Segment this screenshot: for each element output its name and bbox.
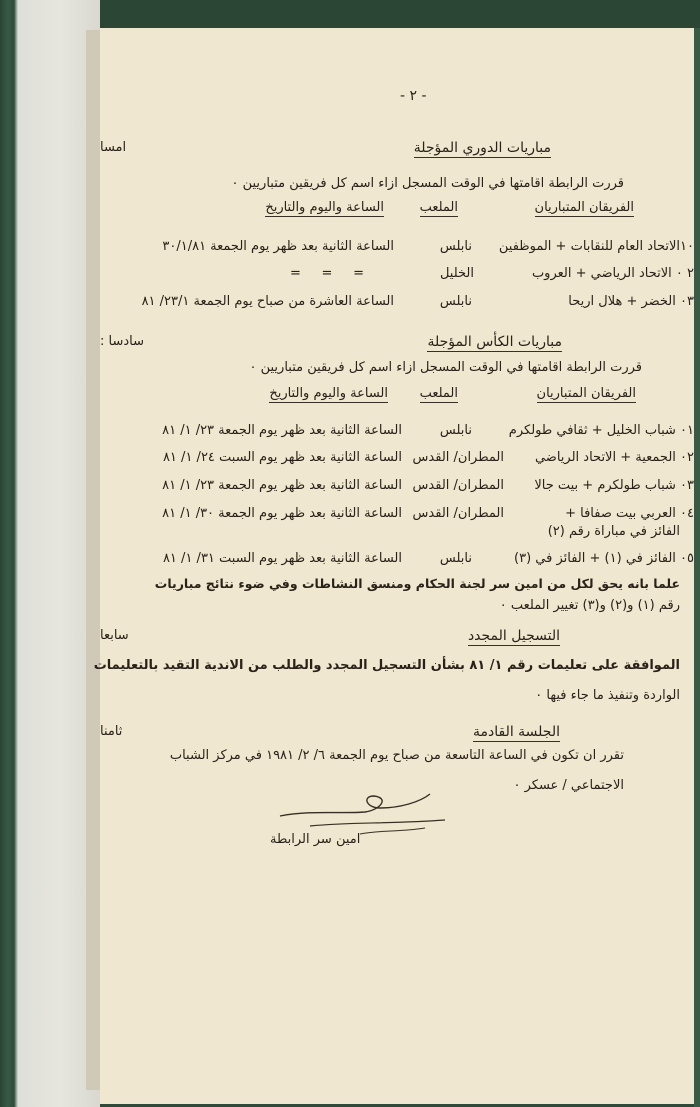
s6-row5-venue: نابلس xyxy=(439,551,472,566)
s5-row1-venue: نابلس xyxy=(439,239,472,254)
s5-row3-teams: ٠٣ الخضر + هلال اريحا xyxy=(568,294,694,309)
s5-col-venue: الملعب xyxy=(419,200,458,215)
s6-row4-teams-cont: الفائز في مباراة رقم (٢) xyxy=(547,524,680,539)
s5-row3-time: الساعة العاشرة من صباح يوم الجمعة ٢٣/١/ ٨١ xyxy=(141,294,394,309)
margin-label-8: ثامنا xyxy=(100,724,123,739)
document-page xyxy=(93,28,694,1104)
page-stack-edge xyxy=(86,30,100,1090)
s6-col-time: الساعة واليوم والتاريخ xyxy=(269,386,388,401)
s6-note-line2: رقم (١) و(٢) و(٣) تغيير الملعب ٠ xyxy=(499,598,680,613)
s5-row1-time: الساعة الثانية بعد ظهر يوم الجمعة ٣٠/١/٨١ xyxy=(162,239,394,254)
s5-row3-venue: نابلس xyxy=(439,294,472,309)
section5-heading: مباريات الدوري المؤجلة xyxy=(413,140,551,156)
s5-col-time: الساعة واليوم والتاريخ xyxy=(265,200,384,215)
margin-label-5: امسا xyxy=(100,140,127,155)
s5-row2-venue: الخليل xyxy=(439,266,474,281)
s6-row4-time: الساعة الثانية بعد ظهر يوم الجمعة ٣٠/ ١/ ٨١ xyxy=(162,506,402,521)
signature-title: امين سر الرابطة xyxy=(270,832,361,847)
binder-spine xyxy=(0,0,100,1107)
s6-row1-time: الساعة الثانية بعد ظهر يوم الجمعة ٢٣/ ١/ ٨١ xyxy=(162,423,402,438)
s6-col-venue: الملعب xyxy=(419,386,458,401)
section5-intro: قررت الرابطة اقامتها في الوقت المسجل ازاء اسم كل فريقين متباريين ٠ xyxy=(231,176,624,191)
s7-line2: الواردة وتنفيذ ما جاء فيها ٠ xyxy=(535,688,680,703)
s6-row2-teams: ٠٢ الجمعية + الاتحاد الرياضي xyxy=(534,450,694,465)
s5-row2-time: = = = xyxy=(289,266,364,281)
s5-row2-teams: ٢ ٠ الاتحاد الرياضي + العروب xyxy=(531,266,694,281)
section7-heading: التسجيل المجدد xyxy=(467,628,560,644)
s7-line1: الموافقة على تعليمات رقم ١/ ٨١ بشأن التسجيل المجدد والطلب من الاندية التقيد بالتعليمات xyxy=(93,658,680,673)
section6-intro: قررت الرابطة اقامتها في الوقت المسجل ازاء اسم كل فريقين متباريين ٠ xyxy=(249,360,642,375)
s6-row3-time: الساعة الثانية بعد ظهر يوم الجمعة ٢٣/ ١/ ٨١ xyxy=(162,478,402,493)
s6-col-teams: الفريقان المتباريان xyxy=(536,386,636,401)
s6-row5-teams: ٠٥ الفائز في (١) + الفائز في (٣) xyxy=(514,551,694,566)
section6-heading: مباريات الكأس المؤجلة xyxy=(427,334,562,350)
s6-row4-teams: ٠٤ العربي بيت صفافا + xyxy=(565,506,694,521)
s6-row2-venue: المطران/ القدس xyxy=(412,450,504,465)
binder-right-edge xyxy=(694,28,700,1107)
s8-line2: الاجتماعي / عسكر ٠ xyxy=(513,778,624,793)
binder-top-edge xyxy=(100,0,700,28)
s8-line1: تقرر ان تكون في الساعة التاسعة من صباح يوم الجمعة ٦/ ٢/ ١٩٨١ في مركز الشباب xyxy=(169,748,624,763)
page-number: - ٢ - xyxy=(400,88,427,104)
s6-row4-venue: المطران/ القدس xyxy=(412,506,504,521)
s5-col-teams: الفريقان المتباريان xyxy=(534,200,634,215)
s6-row5-time: الساعة الثانية بعد ظهر يوم السبت ٣١/ ١/ ٨١ xyxy=(162,551,402,566)
s6-row3-venue: المطران/ القدس xyxy=(412,478,504,493)
s6-note-line1: علما بانه يحق لكل من امين سر لجنة الحكام ومنسق النشاطات وفي ضوء نتائج مباريات xyxy=(154,576,680,591)
s6-row1-venue: نابلس xyxy=(439,423,472,438)
margin-label-7: سابعا xyxy=(100,628,129,643)
s5-row1-teams: ١٠الاتحاد العام للنقابات + الموظفين xyxy=(498,239,694,254)
s6-row3-teams: ٠٣ شباب طولكرم + بيت جالا xyxy=(534,478,694,493)
s6-row1-teams: ٠١ شباب الخليل + ثقافي طولكرم xyxy=(508,423,694,438)
s6-row2-time: الساعة الثانية بعد ظهر يوم السبت ٢٤/ ١/ ٨١ xyxy=(162,450,402,465)
section8-heading: الجلسة القادمة xyxy=(472,724,560,740)
margin-label-6: سادسا : xyxy=(100,334,145,349)
